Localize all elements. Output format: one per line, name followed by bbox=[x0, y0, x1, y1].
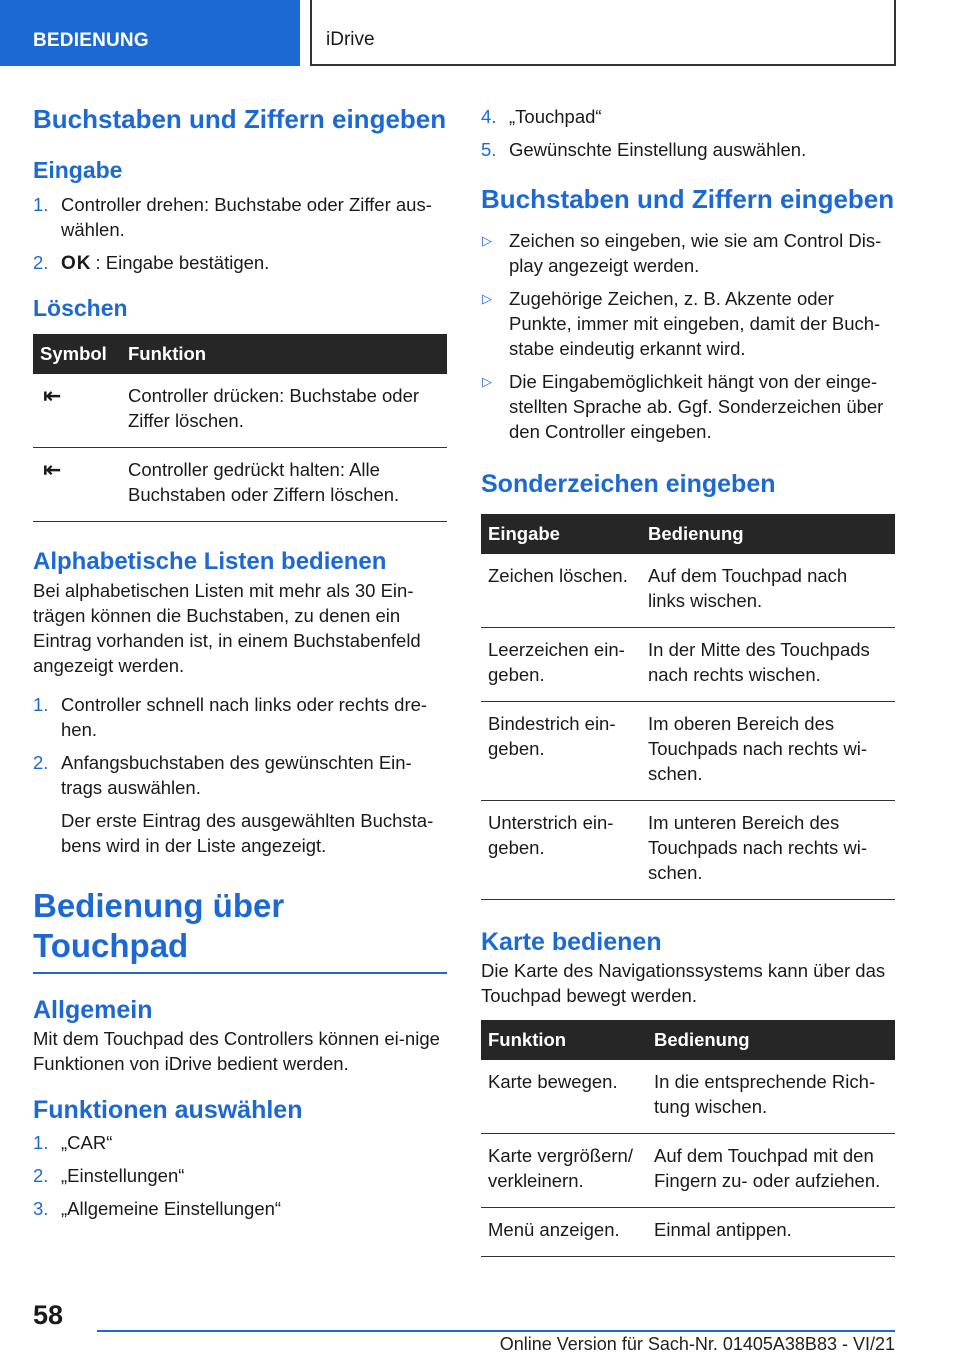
delete-back-icon: ⇤ bbox=[33, 448, 121, 522]
table-row bbox=[481, 702, 895, 801]
sonderzeichen-table bbox=[481, 514, 895, 900]
heading-buchstaben-ziffern-touchpad: Buchstaben und Ziffern eingeben bbox=[481, 184, 895, 214]
step-text: Controller schnell nach links oder rechts dre‐hen. bbox=[61, 694, 428, 740]
step-text: „Allgemeine Einstellungen“ bbox=[61, 1198, 282, 1219]
step-number: 2. bbox=[33, 1165, 49, 1186]
table-cell: Controller drücken: Buchstabe oder Ziffer löschen. bbox=[121, 374, 447, 448]
heading-allgemein: Allgemein bbox=[33, 996, 153, 1024]
table-cell: Zeichen löschen. bbox=[481, 554, 641, 628]
loeschen-table bbox=[33, 334, 447, 522]
step-number: 3. bbox=[33, 1198, 49, 1219]
list-item bbox=[481, 228, 895, 278]
page-number: 58 bbox=[33, 1300, 64, 1330]
alpha-paragraph: Bei alphabetischen Listen mit mehr als 30 Ein‐trägen können die Buchstaben, zu denen ein Eintrag vorhanden ist, in einem Buchstabenfeld angezeigt werden. bbox=[33, 580, 421, 676]
section-tab: BEDIENUNG bbox=[0, 0, 300, 66]
list-item bbox=[33, 692, 447, 742]
step-number: 1. bbox=[33, 194, 49, 215]
bullet-text: Zugehörige Zeichen, z. B. Akzente oder Punkte, immer mit eingeben, damit der Buch‐stabe eindeutig erkannt wird. bbox=[509, 288, 881, 359]
table-cell: Auf dem Touchpad mit den Fingern zu- oder aufziehen. bbox=[647, 1134, 895, 1208]
list-item bbox=[33, 1196, 447, 1221]
table-row bbox=[481, 1208, 895, 1257]
step-number: 2. bbox=[33, 752, 49, 773]
chapter-tab: iDrive bbox=[310, 0, 896, 66]
table-row bbox=[481, 554, 895, 628]
table-row bbox=[481, 1134, 895, 1208]
table-cell: Unterstrich ein‐geben. bbox=[481, 801, 641, 900]
step-number: 2. bbox=[33, 252, 49, 273]
table-row bbox=[33, 374, 447, 448]
heading-bedienung-touchpad: Bedienung über Touchpad bbox=[33, 886, 447, 974]
table-header: Symbol bbox=[33, 334, 121, 374]
table-row bbox=[481, 1060, 895, 1134]
alpha-steps bbox=[33, 692, 447, 858]
table-header: Eingabe bbox=[481, 514, 641, 554]
list-item bbox=[33, 1130, 447, 1155]
step-text: : Eingabe bestätigen. bbox=[95, 252, 270, 273]
table-cell: Einmal antippen. bbox=[647, 1208, 895, 1257]
table-row bbox=[481, 801, 895, 900]
right-column bbox=[481, 104, 895, 1257]
input-bullets bbox=[481, 228, 895, 444]
karte-table bbox=[481, 1020, 895, 1257]
table-header: Funktion bbox=[481, 1020, 647, 1060]
list-item bbox=[33, 1163, 447, 1188]
heading-alphabetische-listen: Alphabetische Listen bedienen bbox=[33, 548, 387, 575]
step-text: „CAR“ bbox=[61, 1132, 113, 1153]
step-text: Controller drehen: Buchstabe oder Ziffer aus‐wählen. bbox=[61, 194, 432, 240]
table-cell: Bindestrich ein‐geben. bbox=[481, 702, 641, 801]
step-number: 4. bbox=[481, 106, 497, 127]
table-header: Bedienung bbox=[641, 514, 895, 554]
step-number: 1. bbox=[33, 1132, 49, 1153]
table-cell: Karte vergrößern/ verkleinern. bbox=[481, 1134, 647, 1208]
bullet-text: Die Eingabemöglichkeit hängt von der einge‐stellten Sprache ab. Ggf. Sonderzeichen über den Controller eingeben. bbox=[509, 371, 884, 442]
heading-karte-bedienen: Karte bedienen bbox=[481, 928, 662, 956]
funktionen-steps-continued bbox=[481, 104, 895, 162]
bullet-triangle-icon: ▷ bbox=[482, 233, 492, 248]
step-number: 5. bbox=[481, 139, 497, 160]
bullet-triangle-icon: ▷ bbox=[482, 291, 492, 306]
allgemein-paragraph: Mit dem Touchpad des Controllers können ei‐nige Funktionen von iDrive bedient werden. bbox=[33, 1028, 440, 1074]
list-item bbox=[481, 104, 895, 129]
heading-eingabe: Eingabe bbox=[33, 157, 123, 183]
step-number: 1. bbox=[33, 694, 49, 715]
list-item bbox=[481, 369, 895, 444]
heading-loeschen: Löschen bbox=[33, 295, 128, 321]
table-cell: Im unteren Bereich des Touchpads nach rechts wi‐schen. bbox=[641, 801, 895, 900]
table-header: Bedienung bbox=[647, 1020, 895, 1060]
list-item bbox=[481, 286, 895, 361]
step-text: „Einstellungen“ bbox=[61, 1165, 185, 1186]
table-cell: Auf dem Touchpad nach links wischen. bbox=[641, 554, 895, 628]
table-cell: Menü anzeigen. bbox=[481, 1208, 647, 1257]
table-cell: Karte bewegen. bbox=[481, 1060, 647, 1134]
table-cell: In der Mitte des Touchpads nach rechts wischen. bbox=[641, 628, 895, 702]
step-text: Anfangsbuchstaben des gewünschten Ein‐trags auswählen. bbox=[61, 752, 412, 798]
table-cell: Controller gedrückt halten: Alle Buchstaben oder Ziffern löschen. bbox=[121, 448, 447, 522]
heading-sonderzeichen: Sonderzeichen eingeben bbox=[481, 470, 776, 498]
step-text: „Touchpad“ bbox=[509, 106, 602, 127]
left-column bbox=[33, 100, 447, 1229]
step-text: Gewünschte Einstellung auswählen. bbox=[509, 139, 807, 160]
list-item bbox=[33, 250, 447, 276]
footer-divider bbox=[97, 1330, 895, 1332]
table-header: Funktion bbox=[121, 334, 447, 374]
table-cell: In die entsprechende Rich‐tung wischen. bbox=[647, 1060, 895, 1134]
table-row bbox=[33, 448, 447, 522]
table-cell: Leerzeichen ein‐geben. bbox=[481, 628, 641, 702]
heading-buchstaben-ziffern: Buchstaben und Ziffern eingeben bbox=[33, 104, 447, 134]
table-row bbox=[481, 628, 895, 702]
list-item bbox=[33, 750, 447, 858]
heading-funktionen-auswaehlen: Funktionen auswählen bbox=[33, 1096, 303, 1124]
bullet-triangle-icon: ▷ bbox=[482, 374, 492, 389]
ok-icon: OK bbox=[61, 253, 92, 274]
karte-paragraph: Die Karte des Navigationssystems kann über das Touchpad bewegt werden. bbox=[481, 960, 886, 1006]
page-header bbox=[0, 0, 960, 66]
step-subtext: Der erste Eintrag des ausgewählten Buchsta‐bens wird in der Liste angezeigt. bbox=[61, 810, 434, 856]
table-cell: Im oberen Bereich des Touchpads nach rechts wi‐schen. bbox=[641, 702, 895, 801]
eingabe-steps bbox=[33, 192, 447, 276]
list-item bbox=[481, 137, 895, 162]
funktionen-steps bbox=[33, 1130, 447, 1221]
delete-back-icon: ⇤ bbox=[33, 374, 121, 448]
footer-text: Online Version für Sach-Nr. 01405A38B83 - VI/21 bbox=[499, 1334, 895, 1354]
list-item bbox=[33, 192, 447, 242]
bullet-text: Zeichen so eingeben, wie sie am Control Dis‐play angezeigt werden. bbox=[509, 230, 882, 276]
